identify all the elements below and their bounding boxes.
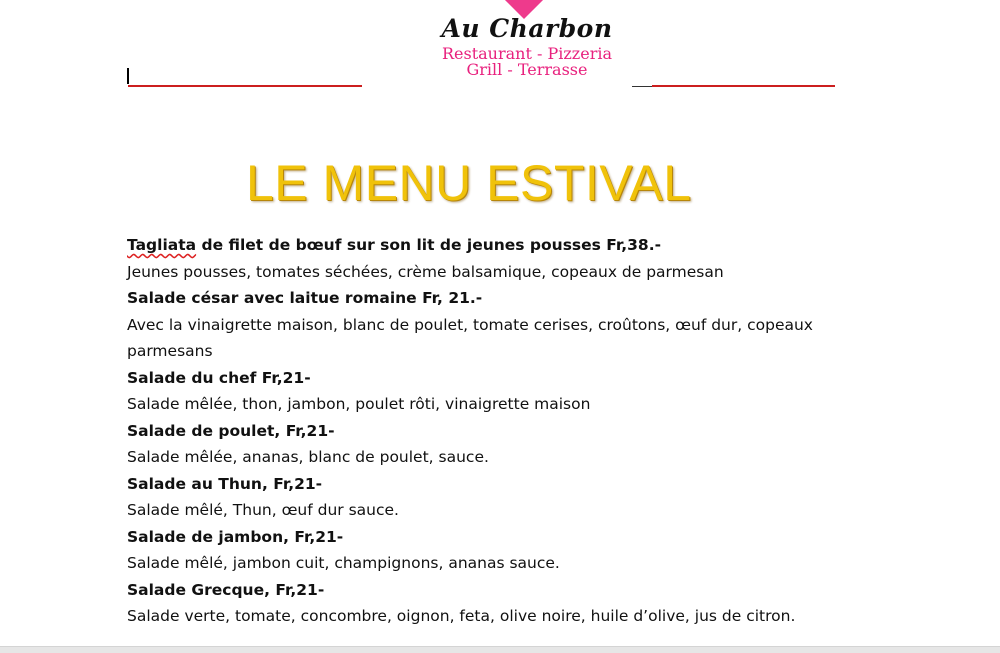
menu-item-name: Tagliata de filet de bœuf sur son lit de jeunes pousses Fr,38.- <box>127 236 662 254</box>
menu-item-description: Salade mêlé, jambon cuit, champignons, ananas sauce. <box>127 554 560 572</box>
menu-item-name: Salade césar avec laitue romaine Fr, 21.- <box>127 289 483 307</box>
red-rule-left <box>128 85 362 87</box>
menu-item-name: Salade du chef Fr,21- <box>127 368 311 387</box>
menu-item-description: Salade mêlé, Thun, œuf dur sauce. <box>127 501 399 519</box>
menu-item-description: Salade mêlée, ananas, blanc de poulet, sauce. <box>127 448 489 466</box>
menu-item-name: Salade au Thun, Fr,21- <box>127 474 323 493</box>
menu-item-description: Salade verte, tomate, concombre, oignon, feta, olive noire, huile d’olive, jus de citron. <box>127 607 796 625</box>
menu-item-description: Salade mêlée, thon, jambon, poulet rôti, vinaigrette maison <box>127 395 591 413</box>
menu-item-description: Avec la vinaigrette maison, blanc de poulet, tomate cerises, croûtons, œuf dur, copeaux parmesans <box>127 315 813 360</box>
misspelled-word[interactable]: Tagliata <box>127 236 197 254</box>
logo-subtitle-line1: Restaurant - Pizzeria <box>441 44 612 63</box>
restaurant-logo <box>412 0 648 82</box>
menu-list[interactable] <box>127 232 847 630</box>
red-rule-right <box>652 85 835 87</box>
black-rule-short <box>632 86 652 87</box>
menu-item-name: Salade de poulet, Fr,21- <box>127 421 335 440</box>
logo-subtitle-line2: Grill - Terrasse <box>466 60 588 79</box>
logo-title: Au Charbon <box>441 14 613 43</box>
menu-item-name: Salade Grecque, Fr,21- <box>127 580 325 599</box>
menu-item-description: Jeunes pousses, tomates séchées, crème balsamique, copeaux de parmesan <box>127 262 724 281</box>
text-cursor <box>127 68 129 84</box>
menu-title: LE MENU ESTIVAL <box>246 155 692 211</box>
menu-item-name: Salade de jambon, Fr,21- <box>127 527 344 546</box>
